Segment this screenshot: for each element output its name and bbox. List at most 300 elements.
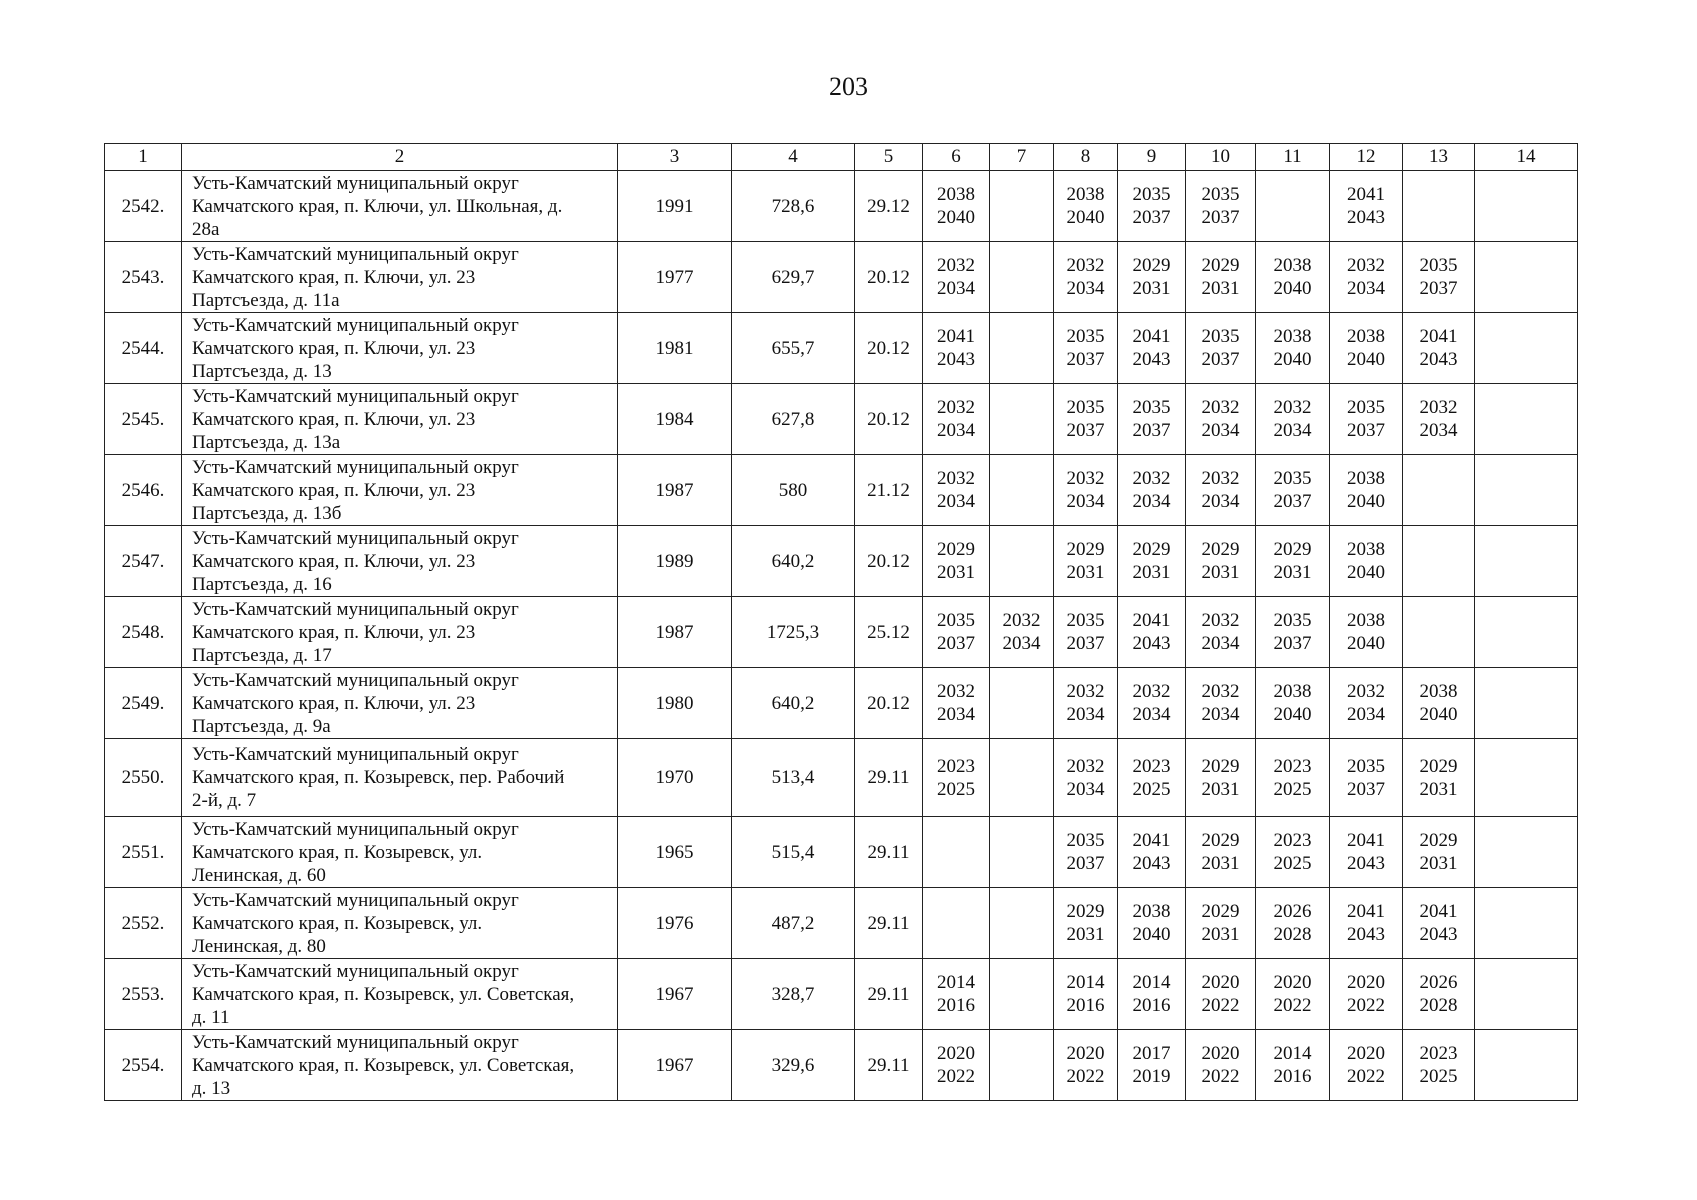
period-end: 2031: [937, 562, 975, 583]
period-end: 2025: [1273, 853, 1312, 874]
period-start: 2041: [1132, 610, 1171, 631]
period-end: 2040: [937, 207, 975, 228]
period-start: 2026: [1273, 901, 1312, 922]
address-line: 2-й, д. 7: [192, 790, 257, 811]
period-start: 2041: [1419, 326, 1458, 347]
period-cell-6: [923, 1030, 990, 1101]
period-start: 2023: [1132, 755, 1171, 777]
table-row: [105, 313, 1578, 384]
address-cell: [182, 455, 618, 526]
period-start: 2029: [1132, 539, 1171, 560]
period-end: 2040: [1273, 349, 1312, 370]
period-cell-12: [1330, 597, 1403, 668]
column-header-3: 3: [618, 144, 732, 171]
period-start: 2023: [937, 755, 975, 777]
period-start: 2041: [1132, 830, 1171, 851]
address-line: Камчатского края, п. Козыревск, ул.: [192, 841, 483, 863]
address-cell: [182, 171, 618, 242]
period-end: 2016: [1132, 995, 1171, 1016]
area-cell: 728,6: [732, 171, 855, 242]
value-cell: 20.12: [855, 668, 923, 739]
year-cell: 1987: [618, 455, 732, 526]
year-cell: 1970: [618, 739, 732, 817]
period-start: 2035: [1419, 255, 1458, 276]
period-end: 2037: [1347, 778, 1385, 800]
address-line: Камчатского края, п. Козыревск, ул.: [192, 912, 483, 934]
address-line: Камчатского края, п. Ключи, ул. 23: [192, 550, 476, 572]
period-end: 2031: [1132, 562, 1171, 583]
period-cell-6: [923, 384, 990, 455]
period-cell-7: [990, 455, 1054, 526]
address-line: Камчатского края, п. Ключи, ул. 23: [192, 479, 476, 501]
period-end: 2043: [1347, 924, 1385, 945]
row-number: 2553.: [105, 959, 182, 1030]
table-row: [105, 959, 1578, 1030]
period-cell-8: [1054, 526, 1118, 597]
period-start: 2041: [1419, 901, 1458, 922]
row-number: 2554.: [105, 1030, 182, 1101]
period-end: 2034: [937, 420, 975, 441]
period-cell-10: [1186, 597, 1256, 668]
year-cell: 1967: [618, 1030, 732, 1101]
address-cell: [182, 817, 618, 888]
period-end: 2028: [1273, 924, 1312, 945]
year-cell: 1967: [618, 959, 732, 1030]
period-cell-11: [1256, 888, 1330, 959]
period-cell-12: [1330, 455, 1403, 526]
period-cell-6: [923, 242, 990, 313]
address-line: Усть-Камчатский муниципальный округ: [192, 818, 519, 840]
year-cell: 1980: [618, 668, 732, 739]
column-14-cell: [1475, 739, 1578, 817]
column-header-11: 11: [1256, 144, 1330, 171]
table-row: [105, 526, 1578, 597]
period-cell-11: [1256, 1030, 1330, 1101]
address-line: Партсъезда, д. 13: [192, 360, 332, 382]
period-end: 2034: [1002, 633, 1041, 654]
header-row: [105, 144, 1578, 171]
period-end: 2031: [1201, 562, 1240, 583]
period-end: 2022: [1347, 1066, 1385, 1087]
period-cell-13: [1403, 739, 1475, 817]
period-start: 2032: [1066, 255, 1105, 276]
address-line: д. 11: [192, 1006, 230, 1028]
period-start: 2020: [1201, 972, 1240, 993]
address-line: Усть-Камчатский муниципальный округ: [192, 744, 519, 765]
period-cell-9: [1118, 455, 1186, 526]
address-line: Усть-Камчатский муниципальный округ: [192, 598, 519, 620]
period-end: 2031: [1273, 562, 1312, 583]
period-start: 2029: [1201, 901, 1240, 922]
period-cell-13: [1403, 455, 1475, 526]
address-line: Партсъезда, д. 11а: [192, 289, 340, 311]
value-cell: 20.12: [855, 313, 923, 384]
address-line: Усть-Камчатский муниципальный округ: [192, 314, 519, 336]
period-cell-12: [1330, 739, 1403, 817]
period-cell-9: [1118, 171, 1186, 242]
row-number: 2547.: [105, 526, 182, 597]
address-line: Камчатского края, п. Ключи, ул. 23: [192, 337, 476, 359]
page-number: 203: [829, 72, 868, 101]
column-14-cell: [1475, 526, 1578, 597]
period-start: 2035: [1273, 468, 1312, 489]
period-start: 2032: [1201, 610, 1240, 631]
period-cell-7: [990, 384, 1054, 455]
area-cell: 329,6: [732, 1030, 855, 1101]
address-line: Камчатского края, п. Козыревск, пер. Рабочий: [192, 767, 565, 788]
value-cell: 29.12: [855, 171, 923, 242]
period-start: 2038: [1273, 681, 1312, 702]
period-cell-8: [1054, 817, 1118, 888]
period-cell-9: [1118, 959, 1186, 1030]
column-header-12: 12: [1330, 144, 1403, 171]
period-cell-9: [1118, 1030, 1186, 1101]
period-cell-13: [1403, 313, 1475, 384]
period-end: 2034: [937, 278, 975, 299]
period-start: 2020: [1273, 972, 1312, 993]
period-cell-12: [1330, 526, 1403, 597]
period-start: 2041: [1347, 184, 1385, 205]
column-14-cell: [1475, 384, 1578, 455]
row-number: 2544.: [105, 313, 182, 384]
period-start: 2029: [1201, 755, 1240, 777]
period-end: 2034: [1066, 278, 1105, 299]
period-start: 2032: [1201, 468, 1240, 489]
period-end: 2043: [1419, 349, 1458, 370]
period-start: 2041: [937, 326, 975, 347]
period-start: 2029: [1066, 539, 1105, 560]
table-row: [105, 384, 1578, 455]
value-cell: 20.12: [855, 384, 923, 455]
period-cell-11: [1256, 455, 1330, 526]
period-start: 2035: [1066, 397, 1105, 418]
period-cell-13: [1403, 1030, 1475, 1101]
address-line: Усть-Камчатский муниципальный округ: [192, 527, 519, 549]
column-14-cell: [1475, 242, 1578, 313]
year-cell: 1987: [618, 597, 732, 668]
period-start: 2014: [1273, 1043, 1312, 1064]
period-cell-12: [1330, 171, 1403, 242]
area-cell: 487,2: [732, 888, 855, 959]
period-start: 2038: [1347, 326, 1385, 347]
period-cell-13: [1403, 242, 1475, 313]
period-end: 2022: [1201, 1066, 1240, 1087]
period-start: 2035: [1132, 397, 1171, 418]
period-cell-10: [1186, 959, 1256, 1030]
row-number: 2542.: [105, 171, 182, 242]
period-cell-9: [1118, 597, 1186, 668]
period-start: 2032: [1201, 681, 1240, 702]
period-cell-8: [1054, 959, 1118, 1030]
row-number: 2552.: [105, 888, 182, 959]
period-end: 2025: [1273, 778, 1312, 800]
period-cell-8: [1054, 242, 1118, 313]
period-start: 2029: [1419, 755, 1458, 777]
column-header-14: 14: [1475, 144, 1578, 171]
period-end: 2022: [1066, 1066, 1105, 1087]
period-cell-10: [1186, 1030, 1256, 1101]
period-start: 2032: [1419, 397, 1458, 418]
period-start: 2035: [1273, 610, 1312, 631]
period-cell-11: [1256, 817, 1330, 888]
period-end: 2034: [1132, 491, 1171, 512]
address-cell: [182, 313, 618, 384]
period-start: 2020: [1347, 972, 1385, 993]
period-start: 2026: [1419, 972, 1458, 993]
period-end: 2031: [1419, 853, 1458, 874]
period-cell-11: [1256, 959, 1330, 1030]
period-end: 2034: [1066, 778, 1105, 800]
period-cell-6: [923, 171, 990, 242]
period-cell-7: [990, 668, 1054, 739]
period-cell-12: [1330, 959, 1403, 1030]
period-start: 2032: [1002, 610, 1041, 631]
period-cell-11: [1256, 313, 1330, 384]
period-end: 2037: [1273, 633, 1312, 654]
period-cell-7: [990, 242, 1054, 313]
period-cell-11: [1256, 384, 1330, 455]
address-line: Усть-Камчатский муниципальный округ: [192, 669, 519, 691]
column-header-5: 5: [855, 144, 923, 171]
period-start: 2029: [1273, 539, 1312, 560]
period-end: 2037: [1066, 349, 1105, 370]
period-cell-7: [990, 817, 1054, 888]
row-number: 2551.: [105, 817, 182, 888]
period-start: 2032: [1066, 681, 1105, 702]
housing-register-table: [104, 143, 1578, 1101]
value-cell: 20.12: [855, 526, 923, 597]
address-cell: [182, 668, 618, 739]
period-start: 2032: [1066, 755, 1105, 777]
address-line: Усть-Камчатский муниципальный округ: [192, 385, 519, 407]
period-end: 2043: [937, 349, 975, 370]
period-cell-7: [990, 313, 1054, 384]
value-cell: 20.12: [855, 242, 923, 313]
period-end: 2031: [1066, 562, 1105, 583]
period-cell-12: [1330, 817, 1403, 888]
period-start: 2035: [937, 610, 975, 631]
period-cell-8: [1054, 171, 1118, 242]
address-cell: [182, 384, 618, 455]
period-end: 2037: [1347, 420, 1385, 441]
period-end: 2034: [1273, 420, 1312, 441]
period-cell-10: [1186, 384, 1256, 455]
period-end: 2043: [1132, 853, 1171, 874]
address-line: Усть-Камчатский муниципальный округ: [192, 243, 519, 265]
period-start: 2035: [1347, 755, 1385, 777]
period-end: 2025: [1132, 778, 1171, 800]
period-start: 2020: [1347, 1043, 1385, 1064]
period-cell-8: [1054, 739, 1118, 817]
table-row: [105, 597, 1578, 668]
column-header-1: 1: [105, 144, 182, 171]
period-start: 2020: [1066, 1043, 1105, 1064]
period-end: 2040: [1347, 562, 1385, 583]
address-line: д. 13: [192, 1077, 231, 1099]
table-row: [105, 888, 1578, 959]
period-cell-7: [990, 959, 1054, 1030]
row-number: 2550.: [105, 739, 182, 817]
period-start: 2041: [1347, 901, 1385, 922]
year-cell: 1989: [618, 526, 732, 597]
period-end: 2034: [1201, 420, 1240, 441]
year-cell: 1981: [618, 313, 732, 384]
address-line: Усть-Камчатский муниципальный округ: [192, 172, 519, 194]
column-14-cell: [1475, 959, 1578, 1030]
period-start: 2032: [937, 397, 975, 418]
value-cell: 29.11: [855, 817, 923, 888]
period-start: 2038: [937, 184, 975, 205]
period-end: 2025: [1419, 1066, 1458, 1087]
period-end: 2034: [937, 704, 975, 725]
period-end: 2034: [1201, 704, 1240, 725]
period-cell-9: [1118, 888, 1186, 959]
address-cell: [182, 739, 618, 817]
address-line: Усть-Камчатский муниципальный округ: [192, 960, 519, 982]
period-end: 2043: [1419, 924, 1458, 945]
period-cell-10: [1186, 668, 1256, 739]
period-end: 2040: [1347, 633, 1385, 654]
period-cell-9: [1118, 817, 1186, 888]
period-start: 2041: [1347, 830, 1385, 851]
period-end: 2040: [1273, 278, 1312, 299]
period-start: 2032: [937, 255, 975, 276]
year-cell: 1976: [618, 888, 732, 959]
address-line: Партсъезда, д. 9а: [192, 715, 331, 737]
period-start: 2032: [1201, 397, 1240, 418]
period-cell-10: [1186, 817, 1256, 888]
period-cell-12: [1330, 384, 1403, 455]
period-cell-7: [990, 1030, 1054, 1101]
address-cell: [182, 242, 618, 313]
value-cell: 29.11: [855, 739, 923, 817]
address-line: Усть-Камчатский муниципальный округ: [192, 889, 519, 911]
period-cell-8: [1054, 1030, 1118, 1101]
period-cell-13: [1403, 171, 1475, 242]
period-end: 2034: [1347, 278, 1385, 299]
address-line: Камчатского края, п. Козыревск, ул. Советская,: [192, 983, 575, 1005]
period-start: 2032: [1347, 255, 1385, 276]
period-cell-10: [1186, 171, 1256, 242]
row-number: 2548.: [105, 597, 182, 668]
period-start: 2038: [1419, 681, 1458, 702]
period-start: 2035: [1066, 830, 1105, 851]
period-end: 2022: [1273, 995, 1312, 1016]
column-header-6: 6: [923, 144, 990, 171]
period-start: 2032: [1347, 681, 1385, 702]
period-end: 2043: [1347, 853, 1385, 874]
period-cell-10: [1186, 455, 1256, 526]
period-start: 2035: [1201, 184, 1240, 205]
column-14-cell: [1475, 668, 1578, 739]
column-header-4: 4: [732, 144, 855, 171]
period-cell-11: [1256, 668, 1330, 739]
period-cell-9: [1118, 668, 1186, 739]
period-cell-11: [1256, 171, 1330, 242]
period-end: 2031: [1132, 278, 1171, 299]
period-start: 2014: [1066, 972, 1105, 993]
area-cell: 513,4: [732, 739, 855, 817]
period-start: 2029: [1201, 539, 1240, 560]
period-cell-6: [923, 888, 990, 959]
period-cell-9: [1118, 313, 1186, 384]
period-cell-12: [1330, 668, 1403, 739]
period-cell-13: [1403, 526, 1475, 597]
period-end: 2016: [1273, 1066, 1312, 1087]
address-cell: [182, 1030, 618, 1101]
value-cell: 29.11: [855, 888, 923, 959]
table-row: [105, 1030, 1578, 1101]
period-cell-10: [1186, 313, 1256, 384]
period-start: 2023: [1419, 1043, 1458, 1064]
period-start: 2035: [1066, 610, 1105, 631]
period-cell-8: [1054, 597, 1118, 668]
period-end: 2034: [1201, 491, 1240, 512]
column-14-cell: [1475, 597, 1578, 668]
address-line: Партсъезда, д. 13б: [192, 502, 342, 524]
area-cell: 328,7: [732, 959, 855, 1030]
value-cell: 21.12: [855, 455, 923, 526]
area-cell: 627,8: [732, 384, 855, 455]
period-cell-7: [990, 597, 1054, 668]
address-cell: [182, 888, 618, 959]
period-end: 2031: [1201, 278, 1240, 299]
period-start: 2032: [937, 468, 975, 489]
table-row: [105, 455, 1578, 526]
period-end: 2037: [1201, 349, 1240, 370]
period-start: 2041: [1132, 326, 1171, 347]
period-cell-12: [1330, 242, 1403, 313]
address-line: Камчатского края, п. Ключи, ул. 23: [192, 266, 476, 288]
period-end: 2034: [1419, 420, 1458, 441]
value-cell: 29.11: [855, 1030, 923, 1101]
period-start: 2032: [1273, 397, 1312, 418]
period-end: 2031: [1201, 853, 1240, 874]
period-cell-8: [1054, 455, 1118, 526]
period-end: 2034: [1132, 704, 1171, 725]
area-cell: 655,7: [732, 313, 855, 384]
period-end: 2043: [1347, 207, 1385, 228]
period-cell-10: [1186, 526, 1256, 597]
period-start: 2029: [1419, 830, 1458, 851]
area-cell: 580: [732, 455, 855, 526]
address-line: Камчатского края, п. Ключи, ул. 23: [192, 621, 476, 643]
period-end: 2016: [937, 995, 975, 1016]
period-start: 2038: [1132, 901, 1171, 922]
value-cell: 25.12: [855, 597, 923, 668]
address-line: Партсъезда, д. 16: [192, 573, 332, 595]
column-14-cell: [1475, 313, 1578, 384]
period-start: 2014: [1132, 972, 1171, 993]
column-header-9: 9: [1118, 144, 1186, 171]
period-cell-8: [1054, 313, 1118, 384]
column-header-2: 2: [182, 144, 618, 171]
period-start: 2035: [1201, 326, 1240, 347]
period-start: 2020: [1201, 1043, 1240, 1064]
period-cell-11: [1256, 242, 1330, 313]
column-14-cell: [1475, 1030, 1578, 1101]
period-end: 2040: [1347, 491, 1385, 512]
period-cell-12: [1330, 313, 1403, 384]
period-start: 2032: [1066, 468, 1105, 489]
period-end: 2040: [1419, 704, 1458, 725]
table-row: [105, 739, 1578, 817]
period-end: 2031: [1201, 778, 1240, 800]
period-cell-12: [1330, 888, 1403, 959]
period-cell-6: [923, 526, 990, 597]
period-cell-7: [990, 526, 1054, 597]
column-header-8: 8: [1054, 144, 1118, 171]
